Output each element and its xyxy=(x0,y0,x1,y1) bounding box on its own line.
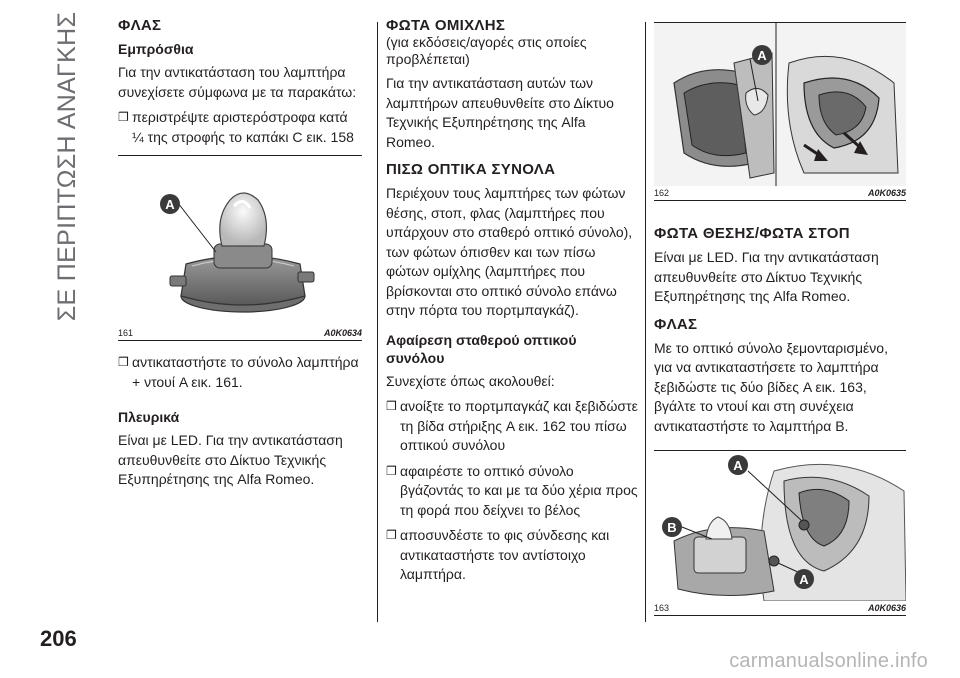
paragraph-side: Είναι με LED. Για την αντικατάσταση απευθυνθείτε στο Δίκτυο Τεχνικής Εξυπηρέτησης της Alfa Romeo. xyxy=(118,432,343,487)
figure-number: 161 xyxy=(118,328,134,338)
figure-161 xyxy=(118,155,362,341)
list-item xyxy=(118,108,362,147)
paragraph-rear: Περιέχουν τους λαμπτήρες των φώτων θέσης, στοπ, φλας (λαμπτήρες που υπάρχουν στο σταθερό οπτικό σύνολο), των φώτων όπισθεν και των πίσω φώτων ομίχλης (λαμπτήρες που βρίσκονται στο οπτικό σύνολο επάνω στην πόρτα του πορτμπαγκάζ). xyxy=(386,185,633,318)
checkbox-bullet-icon: ❒ xyxy=(386,399,397,413)
checkbox-bullet-icon: ❒ xyxy=(386,528,397,542)
paragraph-position: Είναι με LED. Για την αντικατάσταση απευθυνθείτε στο Δίκτυο Τεχνικής Εξυπηρέτησης της Alfa Romeo. xyxy=(654,249,879,304)
list-item xyxy=(386,526,638,585)
rear-light-removal-illustration xyxy=(654,23,906,186)
subheading-removal: Αφαίρεση σταθερού οπτικού συνόλου xyxy=(386,331,577,366)
bulb-holder-drawing xyxy=(118,156,362,326)
heading-flash-rear: ΦΛΑΣ xyxy=(654,315,698,333)
figure-162 xyxy=(654,22,906,201)
side-section-title xyxy=(48,11,88,321)
figure-163 xyxy=(654,450,906,616)
figure-number: 163 xyxy=(654,603,670,613)
list-item-text: αποσυνδέστε το φις σύνδεσης και αντικαταστήστε τον αντίστοιχο λαμπτήρα. xyxy=(400,527,610,582)
column-3 xyxy=(654,226,906,628)
checkbox-bullet-icon: ❒ xyxy=(118,355,129,369)
figure-code: A0K0635 xyxy=(867,188,906,198)
watermark: carmanualsonline.info xyxy=(729,650,928,672)
callout-a: A xyxy=(160,194,180,214)
heading-rear-lights: ΠΙΣΩ ΟΠΤΙΚΑ ΣΥΝΟΛΑ xyxy=(386,161,556,178)
heading-flash: ΦΛΑΣ xyxy=(118,17,162,34)
checkbox-bullet-icon: ❒ xyxy=(386,463,397,478)
side-section-title-text: ΣΕ ΠΕΡΙΠΤΩΣΗ ΑΝΑΓΚΗΣ xyxy=(53,11,82,321)
column-1 xyxy=(118,18,362,496)
list-item-text: αφαιρέστε το οπτικό σύνολο βγάζοντάς το και με τα δύο χέρια προς τη φορά που δείχνει το βέλος xyxy=(400,462,638,518)
heading-fog-lights: ΦΩΤΑ ΟΜΙΧΛΗΣ xyxy=(386,17,506,34)
fog-note: (για εκδόσεις/αγορές στις οποίες προβλέπεται) xyxy=(386,34,587,67)
callout-a: A xyxy=(728,455,748,475)
figure-caption xyxy=(118,326,362,340)
list-item xyxy=(386,462,638,521)
figure-caption xyxy=(654,601,906,615)
bulb-holder-illustration xyxy=(118,156,362,326)
subheading-side: Πλευρικά xyxy=(118,409,180,425)
paragraph-removal-intro: Συνεχίστε όπως ακολουθεί: xyxy=(386,372,555,389)
list-item xyxy=(386,397,638,456)
figure-number: 162 xyxy=(654,188,670,198)
figure-code: A0K0634 xyxy=(323,328,362,338)
heading-position-stop-lights: ΦΩΤΑ ΘΕΣΗΣ/ΦΩΤΑ ΣΤΟΠ xyxy=(654,225,850,242)
paragraph-fog: Για την αντικατάσταση αυτών των λαμπτήρων απευθυνθείτε στο Δίκτυο Τεχνικής Εξυπηρέτησης της Alfa Romeo. xyxy=(386,75,614,150)
callout-a: A xyxy=(794,569,814,589)
figure-code: A0K0636 xyxy=(867,603,906,613)
callout-b: B xyxy=(662,517,682,537)
paragraph-intro: Για την αντικατάσταση του λαμπτήρα συνεχίσετε σύμφωνα με τα παρακάτω: xyxy=(118,64,357,100)
checkbox-bullet-icon: ❒ xyxy=(118,110,129,124)
list-item-text: ανοίξτε το πορτμπαγκάζ και ξεβιδώστε τη βίδα στήριξης A εικ. 162 του πίσω οπτικού συνόλου xyxy=(400,398,638,453)
rear-light-drawing xyxy=(654,23,906,186)
callout-a: A xyxy=(752,45,772,65)
column-2 xyxy=(386,18,638,591)
column-divider xyxy=(645,22,646,622)
turn-signal-drawing xyxy=(654,451,906,601)
list-item-text: περιστρέψτε αριστερόστροφα κατά ¼ της στροφής το καπάκι C εικ. 158 xyxy=(132,109,354,145)
figure-caption xyxy=(654,186,906,200)
paragraph-flash-rear: Με το οπτικό σύνολο ξεμονταρισμένο, για να αντικαταστήσετε το λαμπτήρα ξεβιδώστε τις δύο βίδες A εικ. 163, βγάλτε το ντουί και στη συνέχεια αντικαταστήστε το λαμπτήρα B. xyxy=(654,339,888,434)
list-item-text: αντικαταστήστε το σύνολο λαμπτήρα + ντουί A εικ. 161. xyxy=(132,354,359,390)
column-divider xyxy=(377,22,378,622)
page-number: 206 xyxy=(40,626,77,651)
list-item xyxy=(118,353,362,392)
subheading-front: Εμπρόσθια xyxy=(118,41,194,57)
turn-signal-bulb-illustration xyxy=(654,451,906,601)
